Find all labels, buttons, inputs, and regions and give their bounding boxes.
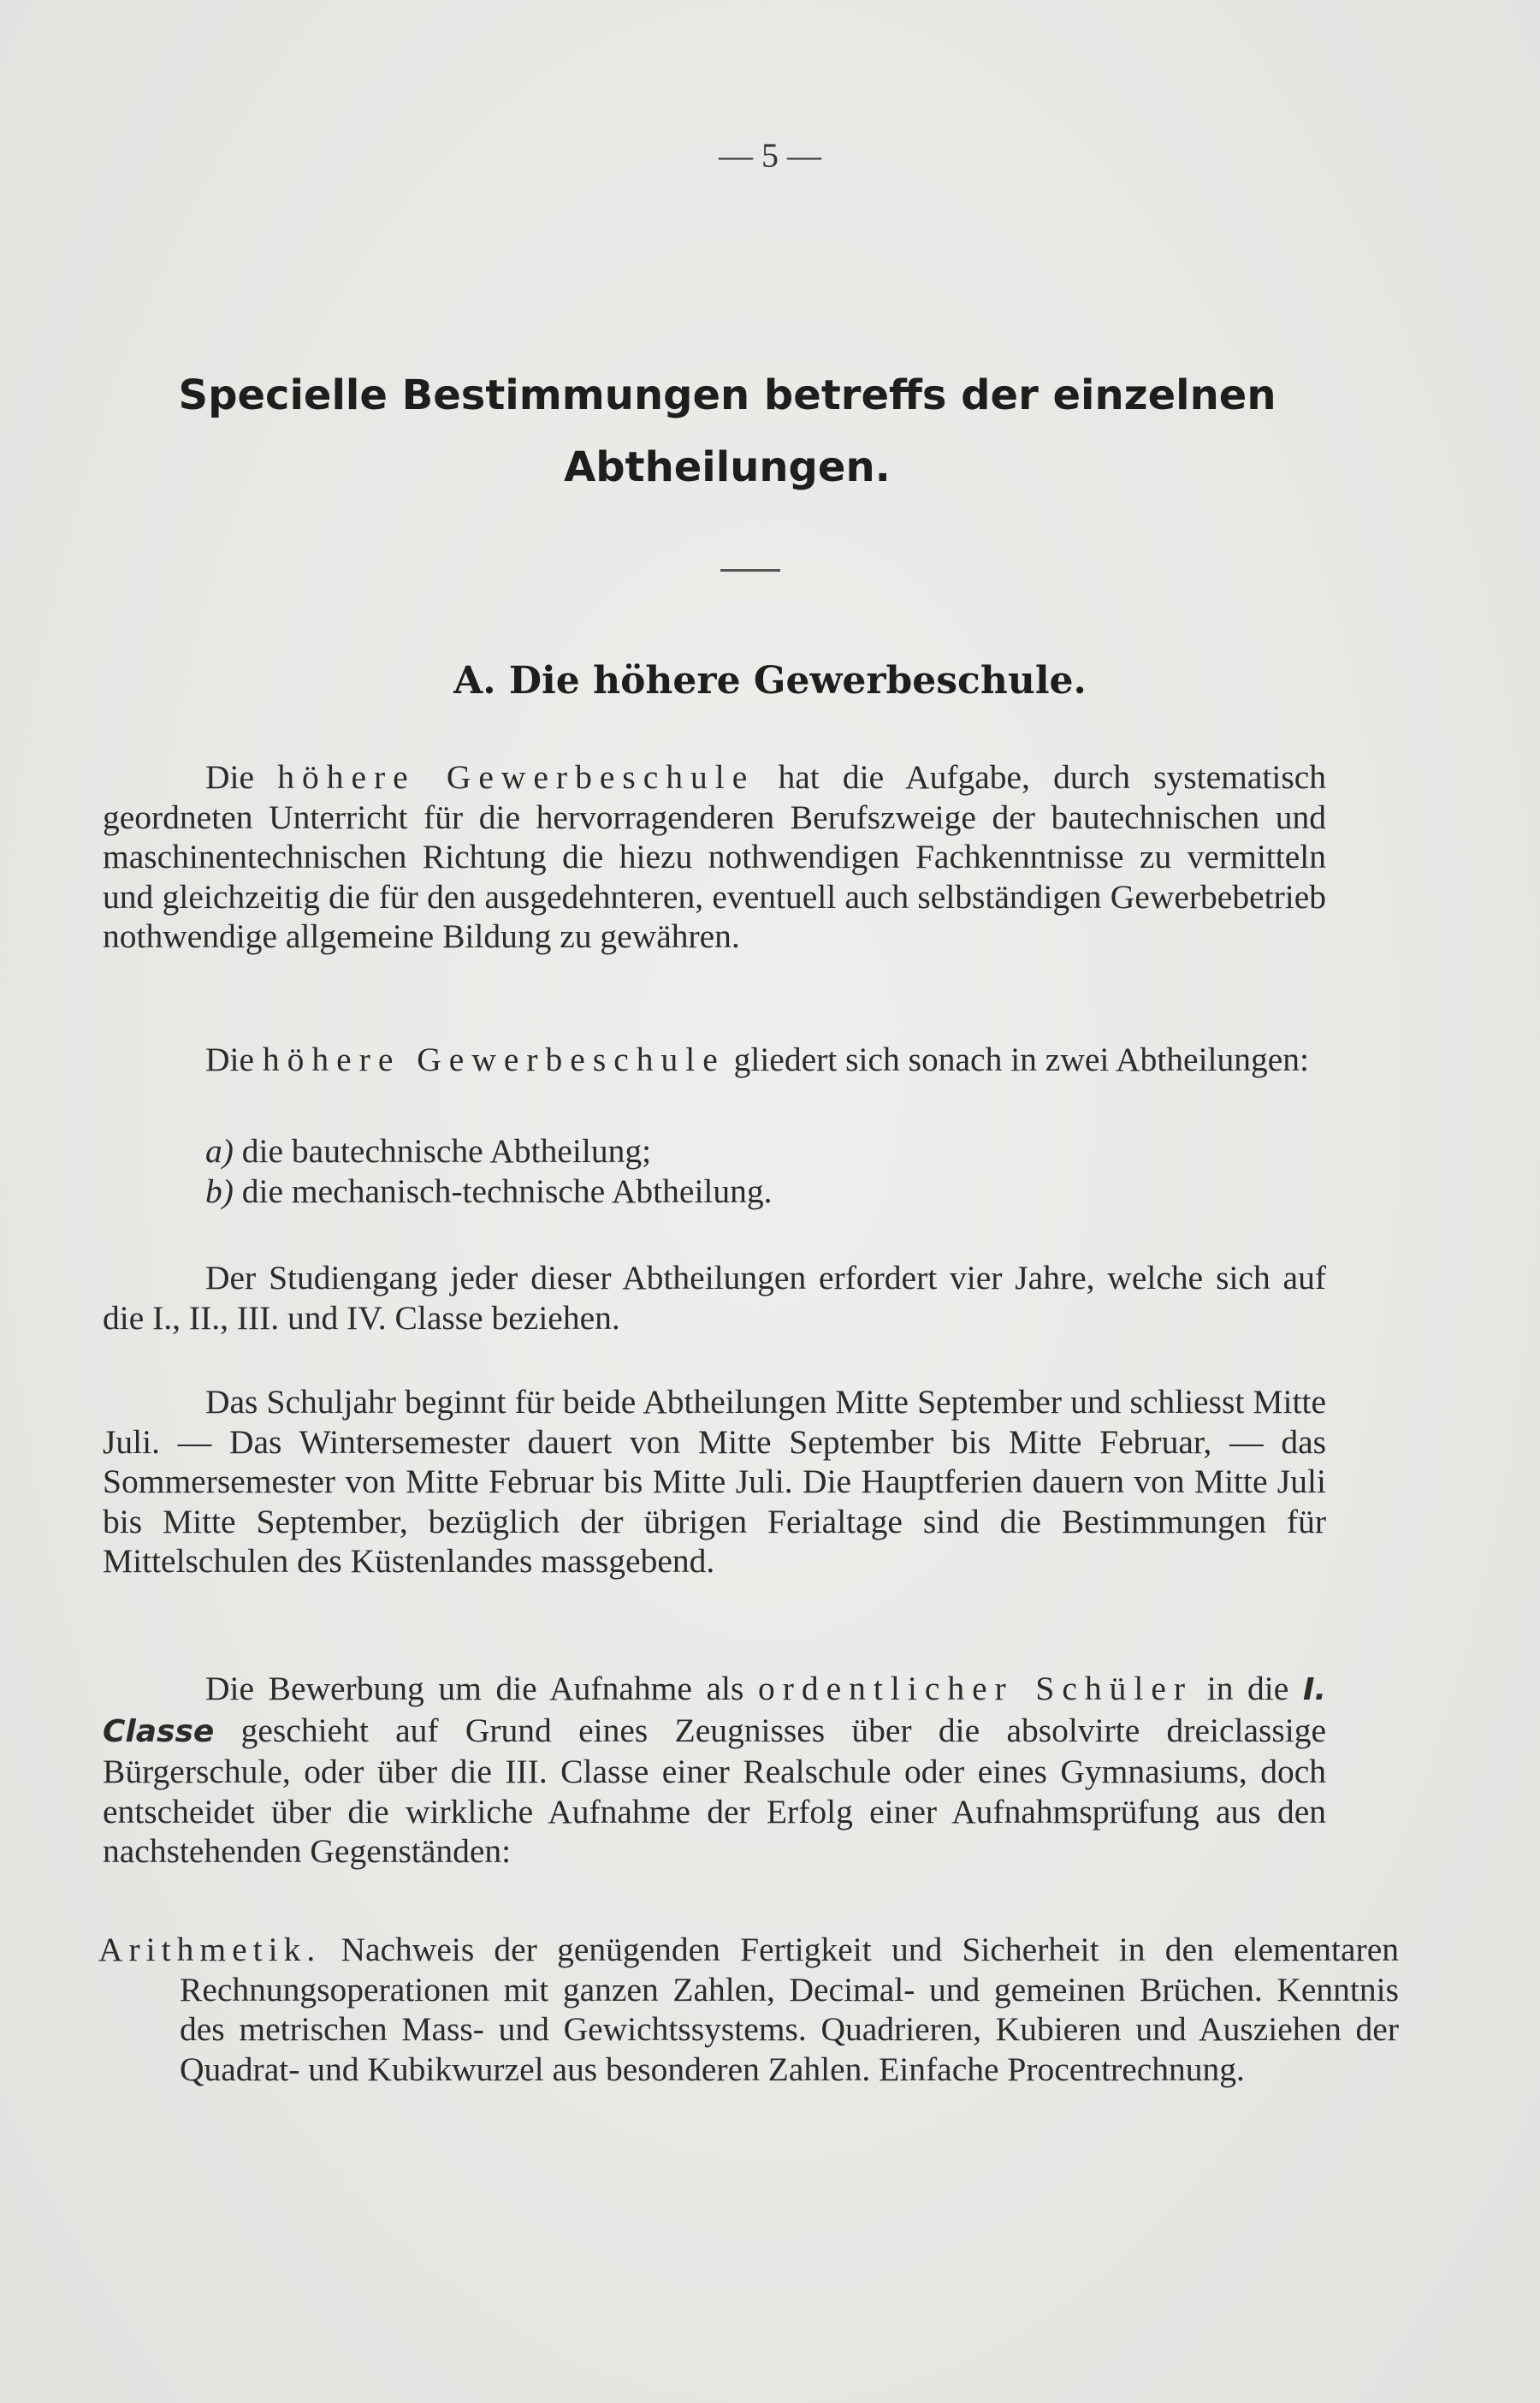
p5-rest: geschieht auf Grund eines Zeugnisses über die absolvirte dreiclassige Bürgerschule, oder über die III. Classe einer Realschule oder eines Gymnasiums, doch entscheidet über die wirkliche Aufnahme der Erfolg einer Aufnahmsprüfung aus den nachstehenden Gegenständen:: [103, 1711, 1326, 1870]
p4-text: Das Schuljahr beginnt für beide Abtheilungen Mitte September und schliesst Mitte Juli. — Das Wintersemester dauert von Mitte September bis Mitte Februar, — das Sommersemester von Mitte Februar bis Mitte Juli. Die Hauptferien dauern von Mitte Juli bis Mitte September, bezüglich der übrigen Ferialtage sind die Bestimmungen für Mittelschulen des Küstenlandes massgebend.: [103, 1383, 1326, 1580]
divider-rule: [720, 569, 780, 572]
list-item-text: die bautechnische Abtheilung;: [241, 1132, 652, 1170]
section-title: A. Die höhere Gewerbeschule.: [453, 659, 1087, 703]
department-list: [205, 1131, 1318, 1211]
list-marker: b): [205, 1172, 234, 1210]
paragraph-3: [103, 1258, 1326, 1338]
p1-emphasis: höhere Gewerbeschule: [277, 758, 755, 796]
list-item: [205, 1172, 1318, 1212]
page-heading: [128, 359, 1326, 503]
p5-bold-class: I. Classe: [103, 1672, 1327, 1749]
page-number: — 5 —: [719, 136, 821, 175]
p2-rest: gliedert sich sonach in zwei Abtheilungen:: [733, 1041, 1310, 1078]
p5-start: Die Bewerbung um die Aufnahme als: [205, 1670, 744, 1707]
list-marker: a): [205, 1132, 234, 1170]
paragraph-1: [103, 757, 1326, 957]
list-item: [205, 1131, 1318, 1172]
p5-emphasis: ordentlicher Schüler: [757, 1670, 1194, 1707]
subject-description: Nachweis der genügenden Fertigkeit und Sicherheit in den elementaren Rechnungsoperationen mit ganzen Zahlen, Decimal- und gemeinen Brüchen. Kenntnis des metrischen Mass- und Gewichtssystems. Quadrieren, Kubieren und Ausziehen der Quadrat- und Kubikwurzel aus besonderen Zahlen. Einfache Procentrechnung.: [180, 1931, 1400, 2088]
p2-start: Die: [205, 1041, 255, 1078]
paragraph-2: [103, 1040, 1326, 1080]
heading-line-2: Abtheilungen.: [564, 443, 891, 491]
paragraph-arithmetik: [98, 1930, 1399, 2089]
p1-rest: hat die Aufgabe, durch systematisch geordneten Unterricht für die hervorragenderen Berufszweige der bautechnischen und maschinentechnischen Richtung die hiezu nothwendigen Fachkenntnisse zu vermitteln und gleichzeitig die für den ausgedehnteren, eventuell auch selbständigen Gewerbebetrieb nothwendige allgemeine Bildung zu gewähren.: [103, 758, 1327, 955]
paragraph-5: [103, 1669, 1326, 1872]
subject-term: Arithmetik.: [98, 1931, 322, 1968]
p2-emphasis: höhere Gewerbeschule: [262, 1041, 726, 1078]
list-item-text: die mechanisch-technische Abtheilung.: [241, 1172, 773, 1210]
paragraph-4: [103, 1382, 1326, 1581]
heading-line-1: Specielle Bestimmungen betreffs der einzelnen: [178, 371, 1276, 419]
p1-start: Die: [205, 758, 255, 796]
p3-text: Der Studiengang jeder dieser Abtheilungen erfordert vier Jahre, welche sich auf die I., II., III. und IV. Classe beziehen.: [103, 1259, 1326, 1337]
p5-mid: in die: [1206, 1670, 1289, 1707]
